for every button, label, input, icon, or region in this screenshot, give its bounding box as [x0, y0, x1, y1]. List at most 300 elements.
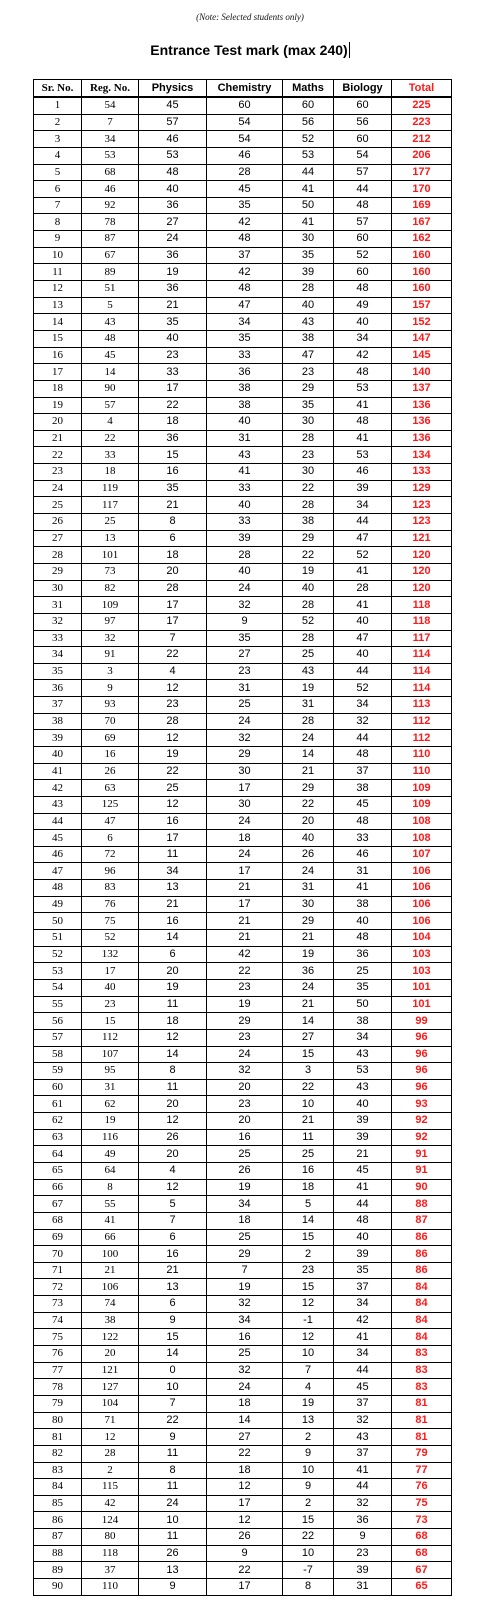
chemistry-cell: 32 — [207, 1296, 283, 1313]
total-cell: 104 — [392, 930, 452, 947]
chemistry-cell: 24 — [207, 580, 283, 597]
maths-cell: 28 — [283, 281, 334, 298]
sr-no-cell: 78 — [34, 1379, 82, 1396]
biology-cell: 36 — [334, 946, 392, 963]
sr-no-cell: 21 — [34, 430, 82, 447]
sr-no-cell: 15 — [34, 330, 82, 347]
reg-no-cell: 38 — [82, 1312, 139, 1329]
reg-no-cell: 127 — [82, 1379, 139, 1396]
reg-no-cell: 72 — [82, 846, 139, 863]
sr-no-cell: 77 — [34, 1362, 82, 1379]
reg-no-cell: 40 — [82, 979, 139, 996]
total-cell: 147 — [392, 330, 452, 347]
reg-no-cell: 117 — [82, 497, 139, 514]
physics-cell: 27 — [139, 214, 207, 231]
reg-no-cell: 25 — [82, 514, 139, 531]
reg-no-cell: 115 — [82, 1479, 139, 1496]
sr-no-cell: 2 — [34, 114, 82, 131]
maths-cell: 44 — [283, 164, 334, 181]
maths-cell: 36 — [283, 963, 334, 980]
biology-cell: 9 — [334, 1529, 392, 1546]
chemistry-cell: 38 — [207, 380, 283, 397]
reg-no-cell: 26 — [82, 763, 139, 780]
table-row — [34, 164, 452, 181]
chemistry-cell: 28 — [207, 547, 283, 564]
total-cell: 112 — [392, 730, 452, 747]
reg-no-cell: 104 — [82, 1395, 139, 1412]
physics-cell: 22 — [139, 397, 207, 414]
maths-cell: 19 — [283, 563, 334, 580]
maths-cell: 41 — [283, 214, 334, 231]
chemistry-cell: 19 — [207, 1179, 283, 1196]
table-row — [34, 1495, 452, 1512]
maths-cell: 2 — [283, 1429, 334, 1446]
reg-no-cell: 100 — [82, 1246, 139, 1263]
physics-cell: 18 — [139, 1013, 207, 1030]
physics-cell: 18 — [139, 414, 207, 431]
sr-no-cell: 48 — [34, 880, 82, 897]
reg-no-cell: 89 — [82, 264, 139, 281]
physics-cell: 28 — [139, 580, 207, 597]
col-header-biology: Biology — [334, 80, 392, 98]
total-cell: 169 — [392, 197, 452, 214]
maths-cell: 56 — [283, 114, 334, 131]
table-row — [34, 247, 452, 264]
table-row — [34, 1579, 452, 1596]
biology-cell: 43 — [334, 1429, 392, 1446]
total-cell: 129 — [392, 480, 452, 497]
reg-no-cell: 132 — [82, 946, 139, 963]
sr-no-cell: 59 — [34, 1063, 82, 1080]
table-row — [34, 630, 452, 647]
reg-no-cell: 51 — [82, 281, 139, 298]
physics-cell: 21 — [139, 1262, 207, 1279]
reg-no-cell: 92 — [82, 197, 139, 214]
maths-cell: 10 — [283, 1346, 334, 1363]
biology-cell: 57 — [334, 214, 392, 231]
biology-cell: 37 — [334, 763, 392, 780]
reg-no-cell: 107 — [82, 1046, 139, 1063]
chemistry-cell: 54 — [207, 131, 283, 148]
maths-cell: 21 — [283, 763, 334, 780]
biology-cell: 47 — [334, 630, 392, 647]
table-row — [34, 281, 452, 298]
physics-cell: 5 — [139, 1196, 207, 1213]
chemistry-cell: 25 — [207, 697, 283, 714]
physics-cell: 24 — [139, 1495, 207, 1512]
biology-cell: 41 — [334, 597, 392, 614]
chemistry-cell: 21 — [207, 913, 283, 930]
physics-cell: 17 — [139, 830, 207, 847]
physics-cell: 9 — [139, 1579, 207, 1596]
biology-cell: 41 — [334, 1462, 392, 1479]
physics-cell: 17 — [139, 380, 207, 397]
chemistry-cell: 21 — [207, 930, 283, 947]
biology-cell: 34 — [334, 1346, 392, 1363]
biology-cell: 39 — [334, 1129, 392, 1146]
chemistry-cell: 12 — [207, 1512, 283, 1529]
physics-cell: 13 — [139, 1279, 207, 1296]
total-cell: 137 — [392, 380, 452, 397]
sr-no-cell: 87 — [34, 1529, 82, 1546]
chemistry-cell: 34 — [207, 1196, 283, 1213]
sr-no-cell: 65 — [34, 1163, 82, 1180]
table-row — [34, 530, 452, 547]
table-row — [34, 1279, 452, 1296]
total-cell: 109 — [392, 796, 452, 813]
table-row — [34, 547, 452, 564]
chemistry-cell: 7 — [207, 1262, 283, 1279]
sr-no-cell: 80 — [34, 1412, 82, 1429]
reg-no-cell: 52 — [82, 930, 139, 947]
sr-no-cell: 47 — [34, 863, 82, 880]
sr-no-cell: 50 — [34, 913, 82, 930]
biology-cell: 42 — [334, 1312, 392, 1329]
reg-no-cell: 106 — [82, 1279, 139, 1296]
maths-cell: 5 — [283, 1196, 334, 1213]
physics-cell: 26 — [139, 1129, 207, 1146]
reg-no-cell: 42 — [82, 1495, 139, 1512]
physics-cell: 16 — [139, 1246, 207, 1263]
chemistry-cell: 40 — [207, 497, 283, 514]
reg-no-cell: 124 — [82, 1512, 139, 1529]
sr-no-cell: 31 — [34, 597, 82, 614]
maths-cell: 38 — [283, 330, 334, 347]
table-row — [34, 480, 452, 497]
sr-no-cell: 1 — [34, 97, 82, 114]
physics-cell: 16 — [139, 913, 207, 930]
table-row — [34, 380, 452, 397]
maths-cell: 10 — [283, 1545, 334, 1562]
biology-cell: 41 — [334, 1179, 392, 1196]
physics-cell: 22 — [139, 1412, 207, 1429]
reg-no-cell: 68 — [82, 164, 139, 181]
maths-cell: 28 — [283, 430, 334, 447]
sr-no-cell: 30 — [34, 580, 82, 597]
sr-no-cell: 4 — [34, 147, 82, 164]
total-cell: 112 — [392, 713, 452, 730]
reg-no-cell: 9 — [82, 680, 139, 697]
biology-cell: 39 — [334, 480, 392, 497]
total-cell: 90 — [392, 1179, 452, 1196]
total-cell: 67 — [392, 1562, 452, 1579]
chemistry-cell: 32 — [207, 1362, 283, 1379]
col-header-reg-no: Reg. No. — [82, 80, 139, 98]
sr-no-cell: 24 — [34, 480, 82, 497]
total-cell: 109 — [392, 780, 452, 797]
maths-cell: 22 — [283, 1529, 334, 1546]
biology-cell: 40 — [334, 647, 392, 664]
reg-no-cell: 17 — [82, 963, 139, 980]
maths-cell: 31 — [283, 697, 334, 714]
table-row — [34, 214, 452, 231]
reg-no-cell: 116 — [82, 1129, 139, 1146]
total-cell: 83 — [392, 1362, 452, 1379]
chemistry-cell: 30 — [207, 796, 283, 813]
chemistry-cell: 24 — [207, 846, 283, 863]
maths-cell: 23 — [283, 1262, 334, 1279]
physics-cell: 20 — [139, 1096, 207, 1113]
total-cell: 65 — [392, 1579, 452, 1596]
maths-cell: 43 — [283, 314, 334, 331]
biology-cell: 48 — [334, 746, 392, 763]
chemistry-cell: 42 — [207, 264, 283, 281]
sr-no-cell: 45 — [34, 830, 82, 847]
sr-no-cell: 5 — [34, 164, 82, 181]
physics-cell: 28 — [139, 713, 207, 730]
table-row — [34, 697, 452, 714]
table-row — [34, 1262, 452, 1279]
sr-no-cell: 28 — [34, 547, 82, 564]
reg-no-cell: 33 — [82, 447, 139, 464]
maths-cell: 14 — [283, 1212, 334, 1229]
biology-cell: 44 — [334, 181, 392, 198]
chemistry-cell: 48 — [207, 281, 283, 298]
total-cell: 86 — [392, 1229, 452, 1246]
physics-cell: 7 — [139, 630, 207, 647]
sr-no-cell: 68 — [34, 1212, 82, 1229]
table-row — [34, 1429, 452, 1446]
total-cell: 93 — [392, 1096, 452, 1113]
biology-cell: 28 — [334, 580, 392, 597]
maths-cell: -7 — [283, 1562, 334, 1579]
chemistry-cell: 16 — [207, 1129, 283, 1146]
biology-cell: 40 — [334, 613, 392, 630]
total-cell: 92 — [392, 1113, 452, 1130]
table-row — [34, 830, 452, 847]
biology-cell: 39 — [334, 1246, 392, 1263]
reg-no-cell: 53 — [82, 147, 139, 164]
physics-cell: 36 — [139, 247, 207, 264]
physics-cell: 35 — [139, 314, 207, 331]
chemistry-cell: 17 — [207, 896, 283, 913]
total-cell: 117 — [392, 630, 452, 647]
reg-no-cell: 47 — [82, 813, 139, 830]
chemistry-cell: 22 — [207, 1562, 283, 1579]
biology-cell: 32 — [334, 713, 392, 730]
sr-no-cell: 11 — [34, 264, 82, 281]
maths-cell: 30 — [283, 464, 334, 481]
reg-no-cell: 3 — [82, 663, 139, 680]
table-row — [34, 231, 452, 248]
maths-cell: 52 — [283, 131, 334, 148]
sr-no-cell: 85 — [34, 1495, 82, 1512]
reg-no-cell: 109 — [82, 597, 139, 614]
maths-cell: 26 — [283, 846, 334, 863]
sr-no-cell: 81 — [34, 1429, 82, 1446]
sr-no-cell: 41 — [34, 763, 82, 780]
chemistry-cell: 18 — [207, 1212, 283, 1229]
table-row — [34, 896, 452, 913]
maths-cell: 25 — [283, 647, 334, 664]
physics-cell: 18 — [139, 547, 207, 564]
maths-cell: 53 — [283, 147, 334, 164]
maths-cell: 39 — [283, 264, 334, 281]
chemistry-cell: 20 — [207, 1113, 283, 1130]
sr-no-cell: 58 — [34, 1046, 82, 1063]
sr-no-cell: 88 — [34, 1545, 82, 1562]
chemistry-cell: 32 — [207, 597, 283, 614]
chemistry-cell: 47 — [207, 297, 283, 314]
sr-no-cell: 22 — [34, 447, 82, 464]
chemistry-cell: 31 — [207, 430, 283, 447]
sr-no-cell: 56 — [34, 1013, 82, 1030]
sr-no-cell: 89 — [34, 1562, 82, 1579]
chemistry-cell: 22 — [207, 963, 283, 980]
biology-cell: 48 — [334, 364, 392, 381]
reg-no-cell: 125 — [82, 796, 139, 813]
reg-no-cell: 82 — [82, 580, 139, 597]
table-row — [34, 364, 452, 381]
table-row — [34, 397, 452, 414]
table-row — [34, 563, 452, 580]
chemistry-cell: 25 — [207, 1146, 283, 1163]
physics-cell: 17 — [139, 613, 207, 630]
sr-no-cell: 64 — [34, 1146, 82, 1163]
biology-cell: 52 — [334, 680, 392, 697]
maths-cell: 47 — [283, 347, 334, 364]
physics-cell: 20 — [139, 563, 207, 580]
maths-cell: 29 — [283, 530, 334, 547]
physics-cell: 6 — [139, 1296, 207, 1313]
biology-cell: 42 — [334, 347, 392, 364]
total-cell: 160 — [392, 281, 452, 298]
total-cell: 108 — [392, 830, 452, 847]
maths-cell: 27 — [283, 1029, 334, 1046]
sr-no-cell: 40 — [34, 746, 82, 763]
total-cell: 123 — [392, 514, 452, 531]
total-cell: 96 — [392, 1046, 452, 1063]
table-row — [34, 97, 452, 114]
sr-no-cell: 70 — [34, 1246, 82, 1263]
table-row — [34, 1113, 452, 1130]
table-row — [34, 813, 452, 830]
maths-cell: 21 — [283, 1113, 334, 1130]
biology-cell: 41 — [334, 1329, 392, 1346]
sr-no-cell: 51 — [34, 930, 82, 947]
total-cell: 136 — [392, 397, 452, 414]
total-cell: 167 — [392, 214, 452, 231]
biology-cell: 43 — [334, 1079, 392, 1096]
chemistry-cell: 18 — [207, 1462, 283, 1479]
physics-cell: 4 — [139, 1163, 207, 1180]
table-row — [34, 647, 452, 664]
biology-cell: 21 — [334, 1146, 392, 1163]
table-row — [34, 197, 452, 214]
physics-cell: 11 — [139, 1529, 207, 1546]
reg-no-cell: 122 — [82, 1329, 139, 1346]
chemistry-cell: 35 — [207, 197, 283, 214]
biology-cell: 48 — [334, 197, 392, 214]
physics-cell: 13 — [139, 880, 207, 897]
chemistry-cell: 27 — [207, 1429, 283, 1446]
chemistry-cell: 14 — [207, 1412, 283, 1429]
total-cell: 96 — [392, 1063, 452, 1080]
total-cell: 83 — [392, 1379, 452, 1396]
table-row — [34, 730, 452, 747]
col-header-chemistry: Chemistry — [207, 80, 283, 98]
maths-cell: 22 — [283, 480, 334, 497]
maths-cell: 19 — [283, 1395, 334, 1412]
table-row — [34, 1063, 452, 1080]
total-cell: 121 — [392, 530, 452, 547]
sr-no-cell: 23 — [34, 464, 82, 481]
table-row — [34, 913, 452, 930]
physics-cell: 25 — [139, 780, 207, 797]
maths-cell: 25 — [283, 1146, 334, 1163]
table-row — [34, 1312, 452, 1329]
biology-cell: 45 — [334, 796, 392, 813]
chemistry-cell: 26 — [207, 1529, 283, 1546]
reg-no-cell: 18 — [82, 464, 139, 481]
table-row — [34, 846, 452, 863]
physics-cell: 21 — [139, 896, 207, 913]
physics-cell: 21 — [139, 497, 207, 514]
total-cell: 113 — [392, 697, 452, 714]
total-cell: 79 — [392, 1445, 452, 1462]
maths-cell: 30 — [283, 231, 334, 248]
biology-cell: 34 — [334, 697, 392, 714]
maths-cell: 15 — [283, 1279, 334, 1296]
maths-cell: 22 — [283, 796, 334, 813]
reg-no-cell: 48 — [82, 330, 139, 347]
sr-no-cell: 38 — [34, 713, 82, 730]
maths-cell: 28 — [283, 713, 334, 730]
table-row — [34, 1129, 452, 1146]
biology-cell: 35 — [334, 1262, 392, 1279]
sr-no-cell: 36 — [34, 680, 82, 697]
maths-cell: 7 — [283, 1362, 334, 1379]
chemistry-cell: 60 — [207, 97, 283, 114]
biology-cell: 43 — [334, 1046, 392, 1063]
biology-cell: 44 — [334, 1362, 392, 1379]
chemistry-cell: 33 — [207, 514, 283, 531]
biology-cell: 45 — [334, 1163, 392, 1180]
table-row — [34, 414, 452, 431]
total-cell: 91 — [392, 1163, 452, 1180]
chemistry-cell: 26 — [207, 1163, 283, 1180]
table-row — [34, 314, 452, 331]
total-cell: 108 — [392, 813, 452, 830]
maths-cell: 38 — [283, 514, 334, 531]
sr-no-cell: 32 — [34, 613, 82, 630]
total-cell: 84 — [392, 1279, 452, 1296]
total-cell: 81 — [392, 1412, 452, 1429]
maths-cell: 12 — [283, 1296, 334, 1313]
chemistry-cell: 42 — [207, 214, 283, 231]
sr-no-cell: 54 — [34, 979, 82, 996]
sr-no-cell: 20 — [34, 414, 82, 431]
chemistry-cell: 24 — [207, 1379, 283, 1396]
chemistry-cell: 24 — [207, 713, 283, 730]
total-cell: 162 — [392, 231, 452, 248]
sr-no-cell: 57 — [34, 1029, 82, 1046]
total-cell: 92 — [392, 1129, 452, 1146]
chemistry-cell: 24 — [207, 813, 283, 830]
total-cell: 145 — [392, 347, 452, 364]
physics-cell: 12 — [139, 1179, 207, 1196]
physics-cell: 23 — [139, 347, 207, 364]
total-cell: 81 — [392, 1395, 452, 1412]
maths-cell: 14 — [283, 746, 334, 763]
physics-cell: 19 — [139, 746, 207, 763]
chemistry-cell: 29 — [207, 746, 283, 763]
table-row — [34, 447, 452, 464]
table-row — [34, 1329, 452, 1346]
table-row — [34, 613, 452, 630]
chemistry-cell: 17 — [207, 1579, 283, 1596]
col-header-total: Total — [392, 80, 452, 98]
